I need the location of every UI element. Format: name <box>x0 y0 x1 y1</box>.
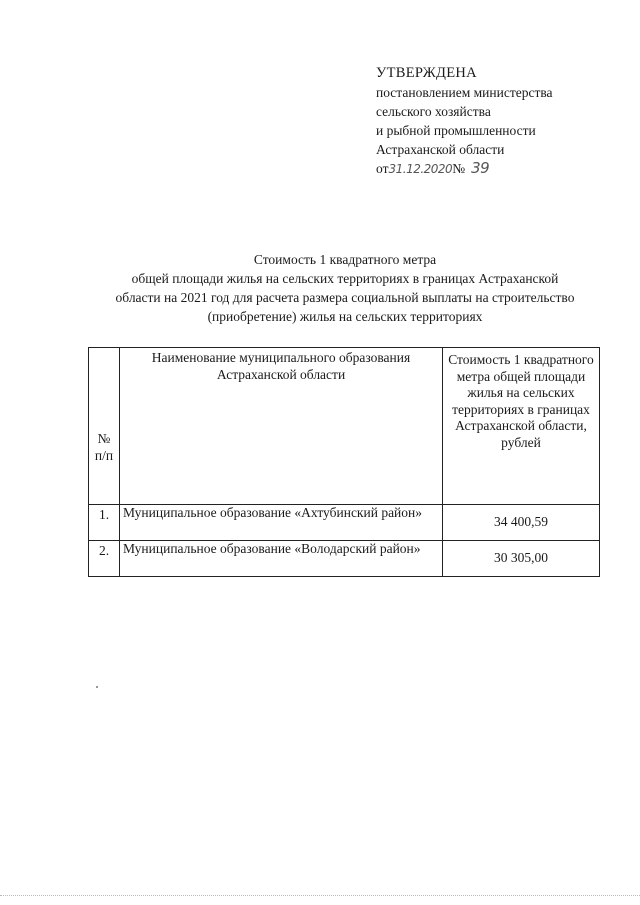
scan-speck <box>96 686 98 688</box>
header-number: № п/п <box>89 348 120 505</box>
row-cost: 30 305,00 <box>443 541 600 577</box>
approval-line: Астраханской области <box>376 142 505 157</box>
approval-line: постановлением министерства <box>376 85 553 100</box>
title-line: (приобретение) жилья на сельских территориях <box>207 309 483 324</box>
row-number: 2. <box>89 541 120 577</box>
row-number: 1. <box>89 505 120 541</box>
date-prefix: от <box>376 161 389 176</box>
scan-edge-dots <box>0 895 640 897</box>
approval-line: сельского хозяйства <box>376 104 491 119</box>
cost-table <box>88 347 600 577</box>
handwritten-date: 31.12.2020 <box>388 162 453 176</box>
table-row <box>89 541 600 577</box>
title-line: области на 2021 год для расчета размера социальной выплаты на строительство <box>115 290 575 305</box>
table-header-row <box>89 348 600 505</box>
row-cost: 34 400,59 <box>443 505 600 541</box>
header-cost: Стоимость 1 квадратного метра общей площади жилья на сельских территориях в границах Астраханской области, рублей <box>443 348 600 505</box>
document-title <box>80 250 610 326</box>
header-municipality: Наименование муниципального образования Астраханской области <box>120 348 443 505</box>
title-line: общей площади жилья на сельских территориях в границах Астраханской <box>131 271 559 286</box>
handwritten-number: 39 <box>471 159 490 177</box>
table-row <box>89 505 600 541</box>
approval-line: и рыбной промышленности <box>376 123 536 138</box>
approval-block <box>376 64 616 179</box>
approval-heading: УТВЕРЖДЕНА <box>376 65 477 81</box>
title-line: Стоимость 1 квадратного метра <box>253 252 437 267</box>
row-municipality: Муниципальное образование «Володарский район» <box>120 541 443 577</box>
number-prefix: № <box>452 161 466 176</box>
approval-date-line <box>376 159 616 179</box>
row-municipality: Муниципальное образование «Ахтубинский район» <box>120 505 443 541</box>
